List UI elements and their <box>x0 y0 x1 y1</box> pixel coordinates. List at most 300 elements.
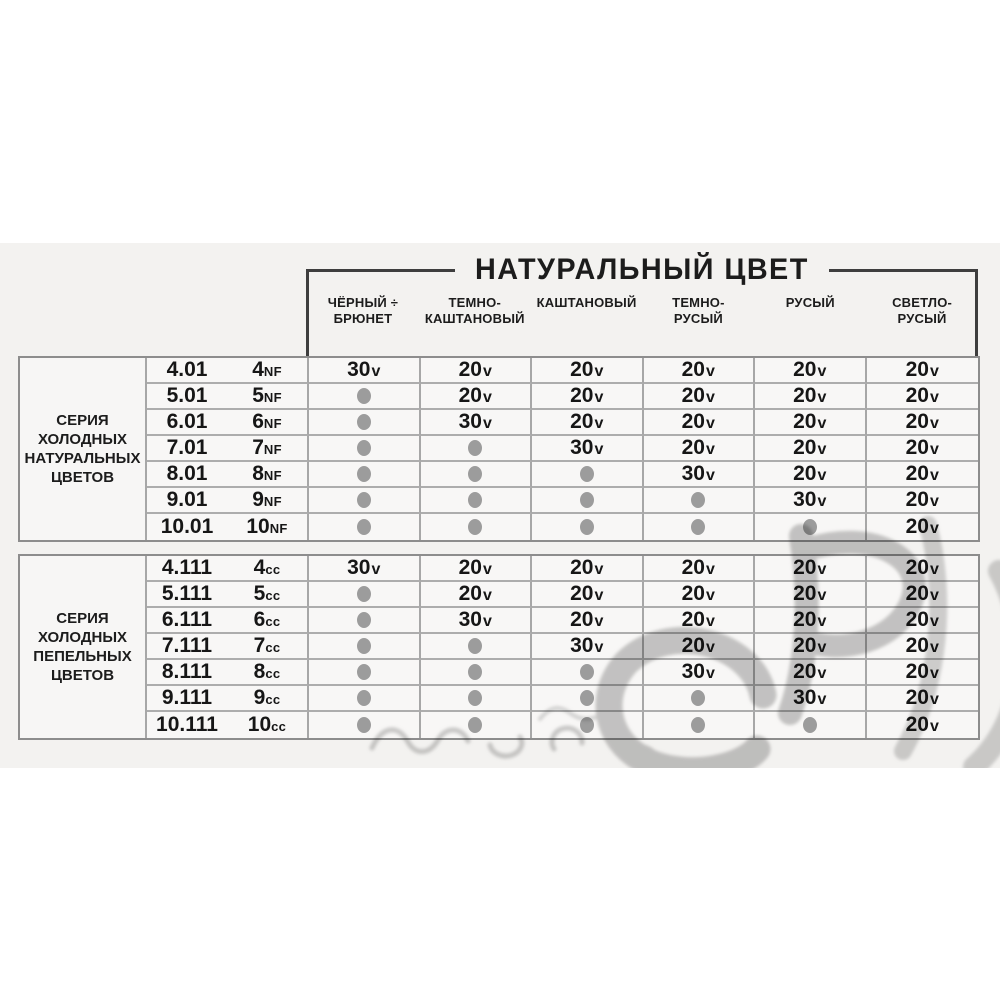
dot-icon <box>357 388 371 404</box>
value-text <box>793 634 826 658</box>
table-natural-series <box>18 356 980 542</box>
tone-cell <box>147 660 309 686</box>
column-header-line: БРЮНЕТ <box>333 311 393 326</box>
value-unit: v <box>482 561 492 578</box>
tone-cell <box>147 488 309 514</box>
dot-icon <box>803 519 817 535</box>
dot-icon <box>691 717 705 733</box>
value-cell <box>309 384 421 410</box>
value-number: 20 <box>681 436 705 459</box>
value-text <box>682 358 715 382</box>
value-text <box>793 608 826 632</box>
dot-icon <box>468 690 482 706</box>
value-cell <box>867 634 979 660</box>
tone-cell <box>147 462 309 488</box>
value-cell <box>309 660 421 686</box>
dot-icon <box>357 690 371 706</box>
value-text <box>682 462 715 486</box>
value-unit: v <box>371 561 381 578</box>
value-cell <box>421 410 533 436</box>
value-cell <box>755 514 867 540</box>
value-unit: v <box>929 718 939 735</box>
dot-icon <box>468 664 482 680</box>
value-number: 20 <box>905 686 929 709</box>
value-unit: v <box>929 691 939 708</box>
shade-half <box>227 515 307 539</box>
value-unit: v <box>929 363 939 380</box>
value-cell <box>867 384 979 410</box>
shade-half <box>227 634 307 658</box>
value-text <box>459 384 492 408</box>
value-text <box>906 582 939 606</box>
value-text <box>906 384 939 408</box>
value-text <box>570 582 603 606</box>
value-cell <box>755 488 867 514</box>
value-text <box>793 384 826 408</box>
value-text <box>459 556 492 580</box>
value-number: 30 <box>458 608 482 631</box>
value-cell <box>309 686 421 712</box>
value-unit: v <box>594 613 604 630</box>
value-cell <box>421 462 533 488</box>
tone-half <box>147 686 227 710</box>
tone-half <box>147 410 227 434</box>
value-text <box>906 608 939 632</box>
value-cell <box>644 686 756 712</box>
dot-icon <box>580 519 594 535</box>
value-cell <box>867 712 979 738</box>
value-text <box>682 634 715 658</box>
tone-cell <box>147 686 309 712</box>
value-cell <box>867 514 979 540</box>
shade-code-number: 4 <box>252 358 264 381</box>
value-number: 20 <box>458 582 482 605</box>
value-cell <box>309 488 421 514</box>
shade-code-suffix: NF <box>263 442 282 457</box>
value-cell <box>421 488 533 514</box>
shade-code-number: 9 <box>252 488 264 511</box>
value-text <box>793 488 826 512</box>
tone-number: 6.01 <box>166 410 208 433</box>
value-unit: v <box>817 363 827 380</box>
column-header-line: РУСЫЙ <box>897 311 947 326</box>
value-unit: v <box>817 639 827 656</box>
value-cell <box>867 488 979 514</box>
dot-icon <box>357 717 371 733</box>
value-number: 20 <box>905 713 929 736</box>
dot-icon <box>691 519 705 535</box>
dot-icon <box>803 717 817 733</box>
shade-code <box>254 660 281 684</box>
tone-cell <box>147 634 309 660</box>
value-number: 20 <box>793 660 817 683</box>
tone-cell <box>147 608 309 634</box>
value-cell <box>755 358 867 384</box>
value-unit: v <box>929 587 939 604</box>
column-header <box>754 295 866 327</box>
value-number: 30 <box>793 488 817 511</box>
value-unit: v <box>705 363 715 380</box>
shade-half <box>227 556 307 580</box>
value-text <box>570 608 603 632</box>
column-header-line: КАШТАНОВЫЙ <box>424 311 525 326</box>
value-cell <box>532 436 644 462</box>
dot-icon <box>468 440 482 456</box>
value-cell <box>755 384 867 410</box>
value-text <box>906 556 939 580</box>
value-text <box>906 686 939 710</box>
tone-number: 8.01 <box>166 462 208 485</box>
dot-icon <box>357 519 371 535</box>
value-number: 20 <box>458 556 482 579</box>
column-header-line: ЧЁРНЫЙ ÷ <box>327 295 399 310</box>
shade-half <box>227 384 307 408</box>
tone-number: 4.111 <box>161 556 213 579</box>
value-unit: v <box>929 520 939 537</box>
series-label-line: СЕРИЯ <box>56 412 109 429</box>
value-text <box>793 436 826 460</box>
value-cell <box>644 634 756 660</box>
value-number: 20 <box>793 582 817 605</box>
shade-code-number: 7 <box>252 436 264 459</box>
shade-code-number: 4 <box>253 556 266 579</box>
value-cell <box>755 712 867 738</box>
dot-icon <box>468 466 482 482</box>
dot-icon <box>580 690 594 706</box>
value-cell <box>644 514 756 540</box>
value-cell <box>644 488 756 514</box>
value-cell <box>867 686 979 712</box>
shade-code-suffix: cc <box>271 719 287 734</box>
value-text <box>682 608 715 632</box>
shade-code-number: 6 <box>253 608 266 631</box>
tone-cell <box>147 410 309 436</box>
value-number: 30 <box>681 462 705 485</box>
value-cell <box>867 660 979 686</box>
value-unit: v <box>594 363 604 380</box>
value-cell <box>644 410 756 436</box>
value-cell <box>644 712 756 738</box>
column-header <box>307 295 419 327</box>
value-cell <box>309 410 421 436</box>
value-text <box>906 713 939 737</box>
value-text <box>682 556 715 580</box>
value-text <box>906 358 939 382</box>
shade-code-suffix: NF <box>263 390 282 405</box>
shade-half <box>227 582 307 606</box>
dot-icon <box>691 690 705 706</box>
table-ash-series <box>18 554 980 740</box>
value-number: 20 <box>681 634 705 657</box>
dot-icon <box>357 440 371 456</box>
column-header-line: РУСЫЙ <box>673 311 723 326</box>
value-number: 20 <box>681 608 705 631</box>
value-cell <box>532 712 644 738</box>
value-number: 20 <box>793 358 817 381</box>
tone-number: 5.01 <box>166 384 208 407</box>
value-cell <box>421 634 533 660</box>
series-label-line: ХОЛОДНЫХ <box>37 629 128 646</box>
value-cell <box>755 410 867 436</box>
shade-code <box>252 436 282 460</box>
tone-number: 7.01 <box>166 436 208 459</box>
value-cell <box>755 634 867 660</box>
tone-half <box>147 582 227 606</box>
value-text <box>459 582 492 606</box>
value-unit: v <box>705 561 715 578</box>
value-unit: v <box>929 639 939 656</box>
shade-code <box>248 713 286 737</box>
tone-half <box>147 515 227 539</box>
value-unit: v <box>594 415 604 432</box>
shade-code <box>252 384 282 408</box>
dot-icon <box>357 664 371 680</box>
shade-code-number: 8 <box>253 660 266 683</box>
value-unit: v <box>929 415 939 432</box>
value-number: 20 <box>570 556 594 579</box>
value-text <box>906 660 939 684</box>
series-label-line: СЕРИЯ <box>56 610 109 627</box>
value-number: 20 <box>458 384 482 407</box>
value-number: 20 <box>905 660 929 683</box>
value-unit: v <box>594 389 604 406</box>
tone-number: 10.01 <box>160 515 214 538</box>
value-number: 20 <box>570 608 594 631</box>
value-text <box>793 358 826 382</box>
value-number: 20 <box>681 410 705 433</box>
value-number: 20 <box>681 358 705 381</box>
tone-half <box>147 436 227 460</box>
value-text <box>570 384 603 408</box>
value-unit: v <box>594 587 604 604</box>
shade-code <box>254 556 281 580</box>
value-unit: v <box>817 441 827 458</box>
column-header-line: ТЕМНО- <box>448 295 501 310</box>
shade-half <box>227 660 307 684</box>
tone-number: 4.01 <box>166 358 208 381</box>
value-text <box>459 608 492 632</box>
value-number: 30 <box>347 358 371 381</box>
tone-cell <box>147 712 309 738</box>
series-label-line: ЦВЕТОВ <box>50 667 115 684</box>
column-header-line: РУСЫЙ <box>785 295 835 310</box>
value-cell <box>755 556 867 582</box>
value-number: 20 <box>905 436 929 459</box>
value-unit: v <box>482 587 492 604</box>
value-unit: v <box>371 363 381 380</box>
value-unit: v <box>482 363 492 380</box>
column-header <box>643 295 755 327</box>
column-header <box>866 295 978 327</box>
value-unit: v <box>817 691 827 708</box>
value-cell <box>532 686 644 712</box>
value-cell <box>532 488 644 514</box>
value-unit: v <box>817 665 827 682</box>
tone-number: 9.111 <box>161 686 213 709</box>
tone-half <box>147 358 227 382</box>
dot-icon <box>357 612 371 628</box>
value-cell <box>867 410 979 436</box>
value-text <box>793 556 826 580</box>
tone-half <box>147 660 227 684</box>
value-number: 20 <box>905 634 929 657</box>
value-cell <box>644 462 756 488</box>
shade-code <box>252 488 282 512</box>
shade-code-number: 7 <box>253 634 266 657</box>
value-number: 20 <box>570 582 594 605</box>
dot-icon <box>580 492 594 508</box>
value-text <box>906 634 939 658</box>
shade-code-number: 10 <box>247 713 272 736</box>
tone-half <box>147 384 227 408</box>
value-cell <box>644 608 756 634</box>
shade-code <box>254 634 281 658</box>
shade-code-number: 8 <box>252 462 264 485</box>
dot-icon <box>468 492 482 508</box>
value-text <box>347 358 380 382</box>
value-cell <box>755 660 867 686</box>
tone-number: 9.01 <box>166 488 208 511</box>
shade-code-suffix: NF <box>263 416 282 431</box>
value-cell <box>309 514 421 540</box>
shade-half <box>227 358 307 382</box>
value-unit: v <box>482 389 492 406</box>
value-cell <box>532 514 644 540</box>
value-text <box>906 462 939 486</box>
value-cell <box>644 556 756 582</box>
tone-half <box>147 713 227 737</box>
dot-icon <box>691 492 705 508</box>
value-text <box>793 410 826 434</box>
content-band <box>0 243 1000 768</box>
value-cell <box>644 582 756 608</box>
shade-code-number: 5 <box>252 384 264 407</box>
value-number: 20 <box>905 488 929 511</box>
value-number: 30 <box>570 634 594 657</box>
dot-icon <box>357 414 371 430</box>
value-text <box>682 410 715 434</box>
value-text <box>793 582 826 606</box>
dot-icon <box>468 519 482 535</box>
dot-icon <box>357 586 371 602</box>
value-number: 20 <box>905 384 929 407</box>
value-text <box>682 436 715 460</box>
value-number: 20 <box>905 515 929 538</box>
value-number: 20 <box>905 582 929 605</box>
value-cell <box>309 712 421 738</box>
value-unit: v <box>817 493 827 510</box>
value-number: 20 <box>570 410 594 433</box>
value-number: 20 <box>905 358 929 381</box>
value-unit: v <box>929 441 939 458</box>
value-number: 20 <box>681 582 705 605</box>
dot-icon <box>468 638 482 654</box>
shade-code-suffix: NF <box>263 364 282 379</box>
series-label-line: НАТУРАЛЬНЫХ <box>24 450 141 467</box>
value-cell <box>644 384 756 410</box>
shade-code <box>254 608 281 632</box>
shade-half <box>227 686 307 710</box>
shade-code <box>254 686 281 710</box>
value-cell <box>421 660 533 686</box>
value-cell <box>867 436 979 462</box>
shade-code <box>254 582 281 606</box>
value-text <box>459 358 492 382</box>
shade-half <box>227 608 307 632</box>
shade-code-number: 10 <box>246 515 270 538</box>
value-cell <box>644 660 756 686</box>
value-number: 20 <box>793 436 817 459</box>
dot-icon <box>357 466 371 482</box>
value-cell <box>644 358 756 384</box>
value-unit: v <box>817 415 827 432</box>
value-cell <box>755 608 867 634</box>
value-text <box>682 582 715 606</box>
value-unit: v <box>817 613 827 630</box>
value-text <box>570 556 603 580</box>
value-cell <box>421 608 533 634</box>
value-cell <box>867 358 979 384</box>
value-number: 20 <box>905 462 929 485</box>
value-cell <box>532 358 644 384</box>
column-header-line: ТЕМНО- <box>672 295 725 310</box>
tone-number: 5.111 <box>161 582 213 605</box>
dot-icon <box>357 492 371 508</box>
series-label-line: ХОЛОДНЫХ <box>37 431 128 448</box>
value-number: 20 <box>458 358 482 381</box>
value-unit: v <box>482 415 492 432</box>
value-cell <box>421 436 533 462</box>
value-cell <box>309 462 421 488</box>
value-cell <box>755 436 867 462</box>
value-unit: v <box>594 639 604 656</box>
shade-code-suffix: cc <box>265 640 281 655</box>
column-header <box>531 295 643 327</box>
value-cell <box>309 556 421 582</box>
tone-cell <box>147 384 309 410</box>
shade-code-suffix: cc <box>265 562 281 577</box>
value-cell <box>532 582 644 608</box>
value-cell <box>867 556 979 582</box>
value-unit: v <box>817 389 827 406</box>
value-cell <box>644 436 756 462</box>
value-number: 20 <box>681 384 705 407</box>
tone-cell <box>147 582 309 608</box>
tone-half <box>147 488 227 512</box>
value-number: 20 <box>793 384 817 407</box>
tone-half <box>147 634 227 658</box>
tone-number: 7.111 <box>161 634 213 657</box>
value-cell <box>421 514 533 540</box>
value-cell <box>421 686 533 712</box>
series-label-line: ЦВЕТОВ <box>50 469 115 486</box>
value-unit: v <box>594 441 604 458</box>
shade-code-suffix: cc <box>265 588 281 603</box>
value-unit: v <box>705 665 715 682</box>
tone-half <box>147 462 227 486</box>
value-cell <box>309 634 421 660</box>
value-unit: v <box>705 639 715 656</box>
value-number: 20 <box>793 462 817 485</box>
shade-half <box>227 488 307 512</box>
value-number: 20 <box>793 410 817 433</box>
value-number: 30 <box>347 556 371 579</box>
page-title: НАТУРАЛЬНЫЙ ЦВЕТ <box>475 253 809 286</box>
value-unit: v <box>929 665 939 682</box>
value-number: 20 <box>570 358 594 381</box>
value-cell <box>532 660 644 686</box>
value-text <box>793 686 826 710</box>
